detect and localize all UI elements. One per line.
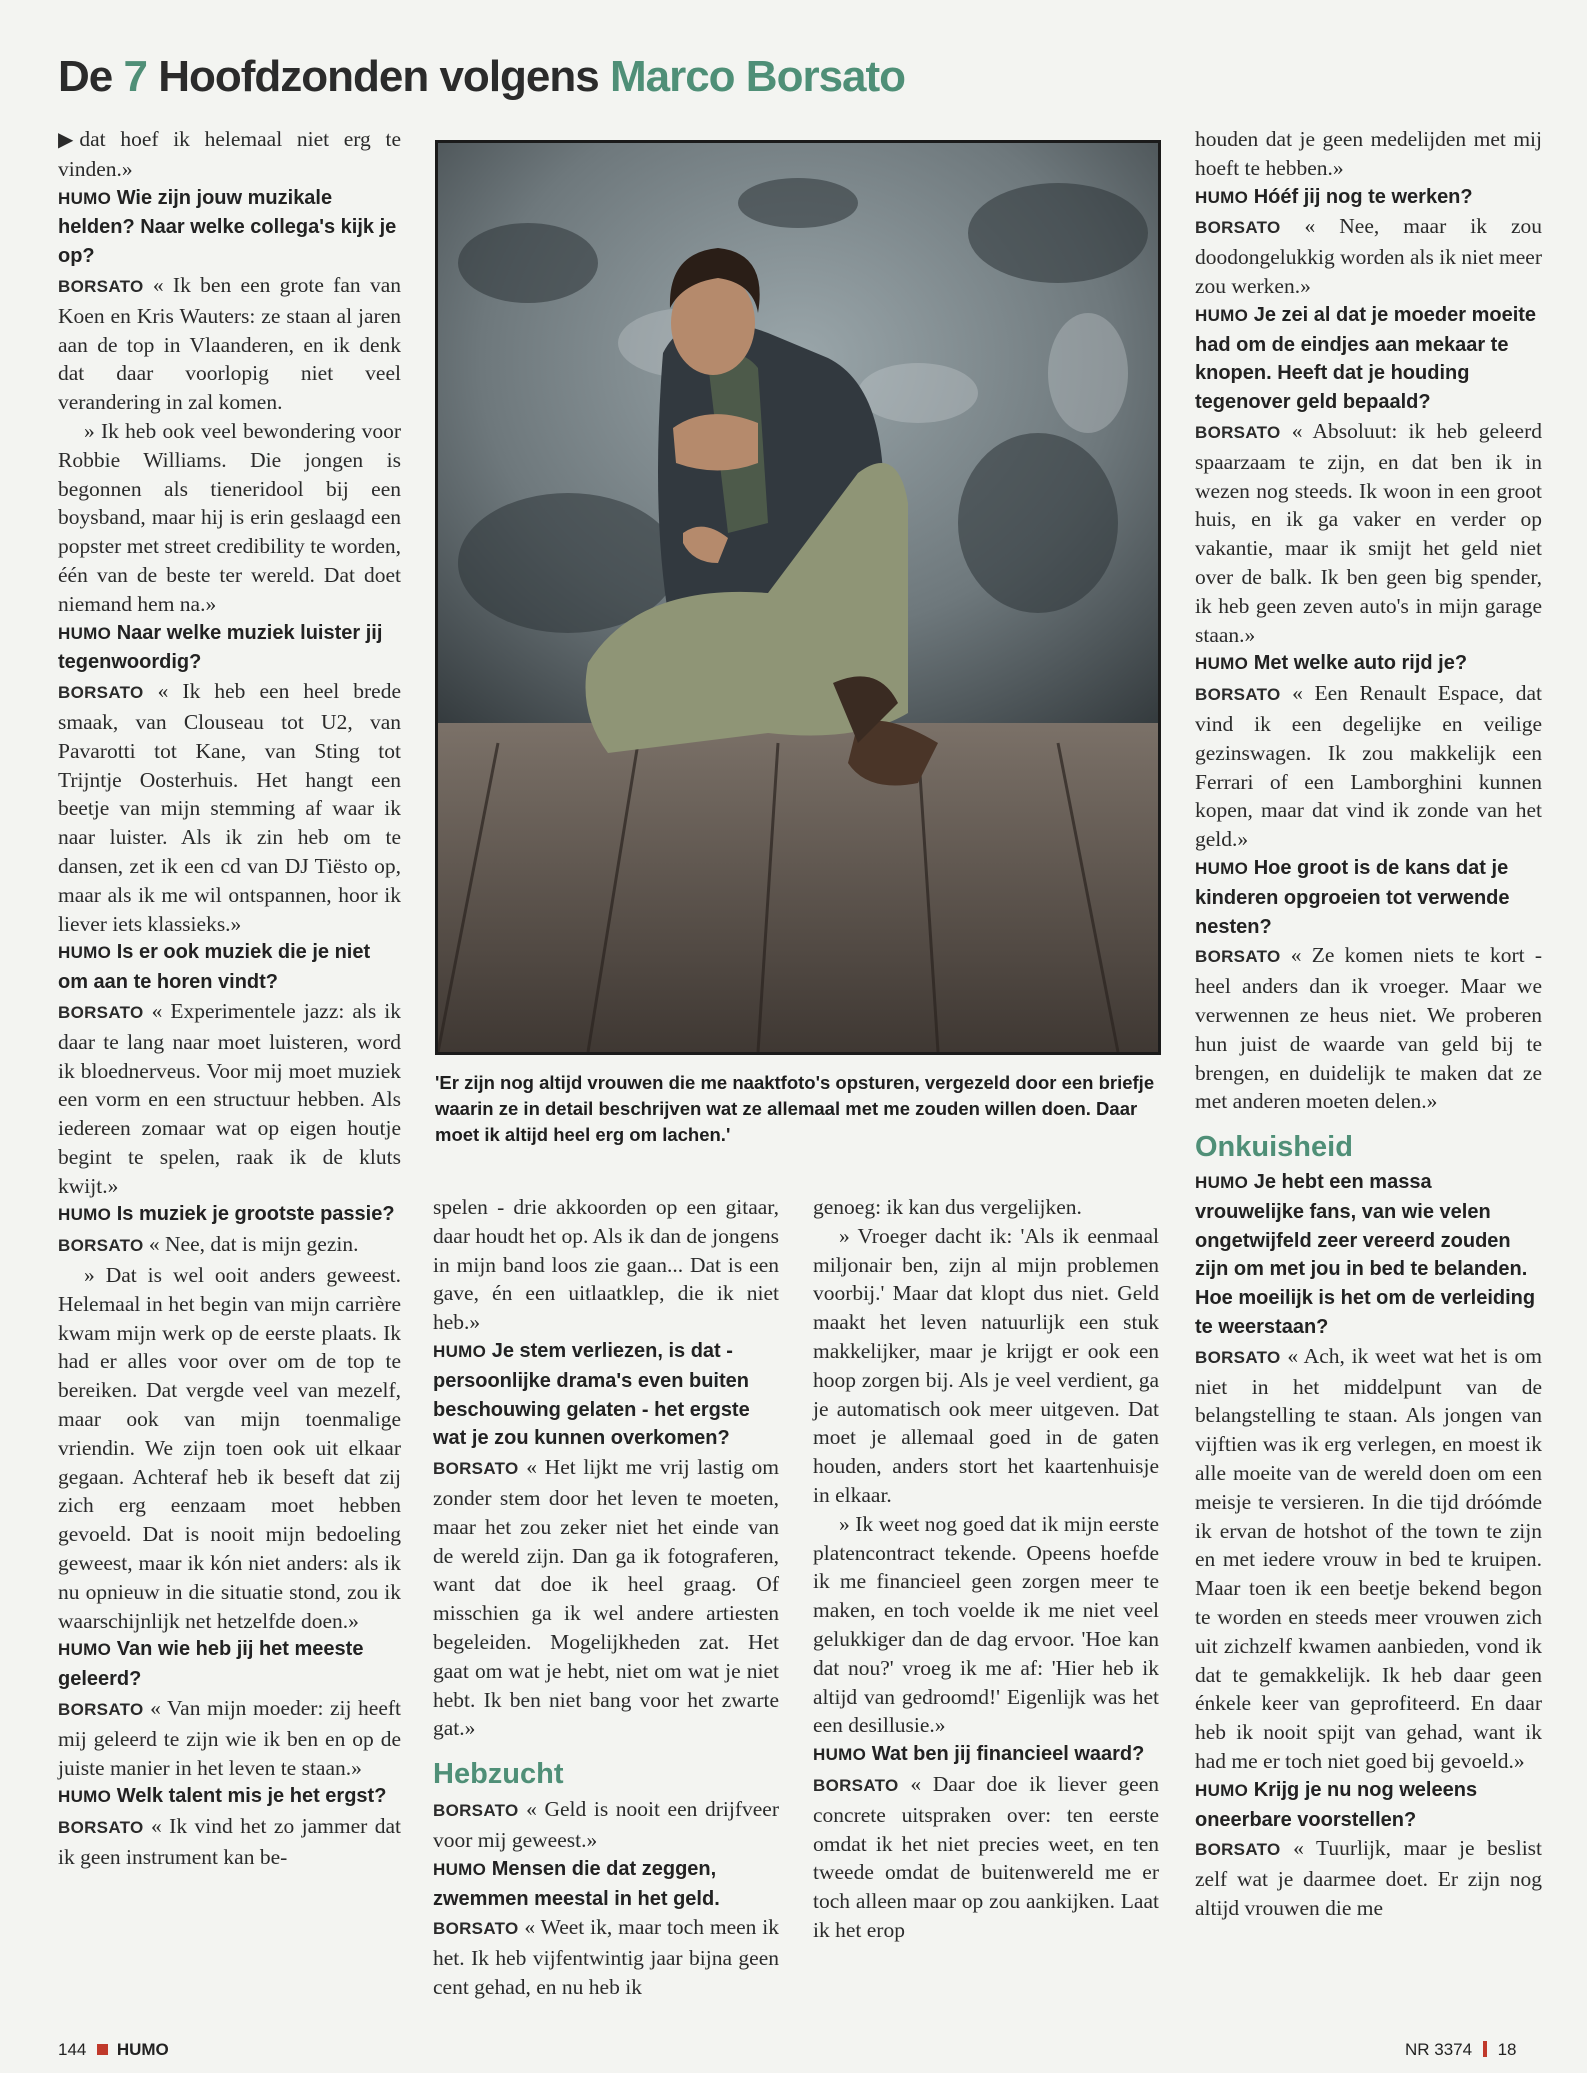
- footer-left: [58, 2040, 169, 2060]
- speaker-tag: HUMO: [1195, 654, 1249, 674]
- text: « Ik vind het zo jammer dat ik geen instrument kan be-: [58, 1814, 402, 1870]
- speaker-tag: HUMO: [1195, 187, 1249, 207]
- speaker-tag: HUMO: [58, 188, 112, 208]
- page-number-right: 18: [1497, 2040, 1517, 2059]
- question: [433, 1337, 779, 1453]
- text: spelen - drie akkoorden op een gitaar, daar houdt het op. Als ik dan de jongens in mijn band loos zie gaan... Dat is een gave, én een uitlaatklep, die ik niet heb.»: [433, 1195, 779, 1335]
- speaker-tag: BORSATO: [58, 1700, 144, 1720]
- answer: [58, 1230, 401, 1261]
- text: « Weet ik, maar toch meen ik het. Ik heb vijfentwintig jaar bijna geen cent gehad, en nu heb ik: [433, 1915, 779, 1999]
- speaker-tag: BORSATO: [1195, 1840, 1281, 1860]
- text: Is er ook muziek die je niet om aan te horen vindt?: [58, 941, 371, 994]
- footer-right: [1405, 2040, 1517, 2060]
- answer: [433, 1913, 779, 2001]
- portrait-illustration: [438, 143, 1158, 1052]
- text: Wat ben jij financieel waard?: [871, 1743, 1145, 1766]
- paragraph: [58, 1261, 401, 1635]
- brand-square-icon: [97, 2044, 108, 2055]
- text: » Dat is wel ooit anders geweest. Helemaal in het begin van mijn carrière kwam mijn werk op de eerste plaats. Ik had er alles voor over om de top te bereiken. Dat vergde veel van mezelf, maar ook van mijn toenmalige vriendin. We zijn toen ook uit elkaar gegaan. Achteraf heb ik beseft dat zij zich erg eenzaam moet hebben gevoeld. Dat is nooit mijn bedoeling geweest, maar ik kón niet anders: als ik nu opnieuw in die situatie stond, zou ik waarschijnlijk net hetzelfde doen.»: [58, 1263, 401, 1633]
- page-number-left: 144: [58, 2040, 87, 2059]
- text: genoeg: ik kan dus vergelijken.: [813, 1195, 1082, 1219]
- speaker-tag: HUMO: [433, 1859, 487, 1879]
- speaker-tag: BORSATO: [1195, 685, 1281, 705]
- section-heading: Onkuisheid: [1195, 1131, 1353, 1164]
- answer: [1195, 1342, 1542, 1776]
- text: Met welke auto rijd je?: [1253, 652, 1468, 675]
- text: dat hoef ik helemaal niet erg te vinden.»: [58, 127, 401, 181]
- answer: [1195, 417, 1542, 649]
- speaker-tag: BORSATO: [58, 276, 144, 296]
- answer: [1195, 1834, 1542, 1922]
- photo-caption: 'Er zijn nog altijd vrouwen die me naaktfoto's opsturen, vergezeld door een briefje waarin ze in detail beschrijven wat ze allemaal met me zouden willen doen. Daar moet ik altijd heel erg om lachen.': [435, 1072, 1155, 1145]
- question: [1195, 183, 1542, 213]
- answer: [813, 1770, 1159, 1945]
- answer: [58, 271, 401, 417]
- answer: [1195, 679, 1542, 854]
- speaker-tag: BORSATO: [433, 1919, 519, 1939]
- speaker-tag: BORSATO: [1195, 1347, 1281, 1367]
- speaker-tag: BORSATO: [58, 1818, 144, 1838]
- question: [58, 184, 401, 271]
- question: [1195, 854, 1542, 941]
- text: Krijg je nu nog weleens oneerbare voorstellen?: [1195, 1778, 1478, 1831]
- text: Je hebt een massa vrouwelijke fans, van wie velen ongetwijfeld zeer vereerd zouden zijn om met jou in bed te belanden. Hoe moeilijk is het om de verleiding te weerstaan?: [1195, 1171, 1536, 1339]
- speaker-tag: HUMO: [58, 1640, 112, 1660]
- paragraph: [58, 417, 401, 619]
- speaker-tag: HUMO: [1195, 858, 1249, 878]
- answer: [58, 1694, 401, 1782]
- question: [1195, 301, 1542, 417]
- title-part1: De: [58, 52, 113, 101]
- text: Mensen die dat zeggen, zwemmen meestal in het geld.: [433, 1857, 720, 1910]
- speaker-tag: BORSATO: [1195, 218, 1281, 238]
- answer: [433, 1453, 779, 1743]
- speaker-tag: BORSATO: [433, 1801, 519, 1821]
- text: « Ik ben een grote fan van Koen en Kris Wauters: ze staan al jaren aan de top in Vlaanderen, en ik denk dat daar voorlopig niet veel verandering in zal komen.: [58, 272, 401, 415]
- speaker-tag: HUMO: [58, 943, 112, 963]
- text: « Daar doe ik liever geen concrete uitspraken over: ten eerste omdat ik het niet precies weet, en ten tweede omdat de buitenwereld me er toch alleen maar op zou aankijken. Laat ik het erop: [813, 1771, 1159, 1942]
- title-number: 7: [123, 52, 147, 101]
- column-4: [1195, 125, 1542, 1923]
- speaker-tag: BORSATO: [433, 1459, 519, 1479]
- answer: [1195, 212, 1542, 300]
- brand-name: HUMO: [116, 2040, 169, 2059]
- text: « Van mijn moeder: zij heeft mij geleerd te zijn wie ik ben en op de juiste manier in het leven te staan.»: [58, 1696, 401, 1780]
- title-part2: Hoofdzonden volgens: [158, 52, 599, 101]
- answer: [58, 677, 401, 938]
- answer: [58, 1812, 401, 1872]
- text: » Ik weet nog goed dat ik mijn eerste platencontract tekende. Opeens hoefde ik me financieel geen zorgen meer te maken, en toch voelde ik me niet veel gelukkiger dan de dag ervoor. 'Hoe kan dat nou?' vroeg ik me af: 'Hier heb ik altijd van gedroomd!' Eigenlijk was het een desillusie.»: [813, 1511, 1159, 1738]
- text: Is muziek je grootste passie?: [116, 1203, 395, 1226]
- paragraph: [813, 1510, 1159, 1740]
- question: [1195, 649, 1542, 679]
- text: Wie zijn jouw muzikale helden? Naar welke collega's kijk je op?: [58, 186, 397, 268]
- separator-bar-icon: [1483, 2041, 1487, 2057]
- speaker-tag: BORSATO: [1195, 422, 1281, 442]
- paragraph: [58, 125, 401, 184]
- title-name: Marco Borsato: [609, 52, 906, 101]
- paragraph: [813, 1222, 1159, 1510]
- speaker-tag: HUMO: [1195, 1780, 1249, 1800]
- text: Hóéf jij nog te werken?: [1253, 185, 1473, 208]
- column-3: [813, 1193, 1159, 1945]
- portrait-photo: [435, 140, 1161, 1055]
- text: « Nee, dat is mijn gezin.: [148, 1232, 359, 1257]
- question: [58, 1635, 401, 1694]
- paragraph: [813, 1193, 1159, 1222]
- text: « Ik heb een heel brede smaak, van Clouseau tot U2, van Pavarotti tot Kane, van Sting tot Trijntje Oosterhuis. Het hangt een beetje van mijn stemming af waar ik naar luister. Als ik zin heb om te dansen, zet ik een cd van DJ Tiësto op, maar als ik me wil ontspannen, hoor ik liever iets klassieks.»: [58, 679, 401, 936]
- question: [433, 1855, 779, 1914]
- text: « Experimentele jazz: als ik daar te lang naar moet luisteren, word ik bloednerveus. Voor mij moet muziek een vorm en een structuur hebben. Als iedereen zomaar wat op eigen houtje begint te spelen, raak ik de kluts kwijt.»: [58, 998, 402, 1198]
- question: [58, 938, 401, 997]
- question: [58, 1200, 401, 1230]
- question: [58, 619, 401, 678]
- issue-number: NR 3374: [1405, 2040, 1473, 2059]
- paragraph: [433, 1193, 779, 1337]
- speaker-tag: HUMO: [58, 1205, 112, 1225]
- speaker-tag: BORSATO: [813, 1775, 899, 1795]
- text: » Ik heb ook veel bewondering voor Robbie Williams. Die jongen is begonnen als tieneridool bij een boysband, maar hij is erin geslaagd een popster met street credibility te worden, één van de beste ter wereld. Dat doet niemand hem na.»: [58, 418, 401, 616]
- text: houden dat je geen medelijden met mij hoeft te hebben.»: [1195, 127, 1542, 180]
- answer: [1195, 941, 1542, 1116]
- paragraph: [1195, 125, 1542, 183]
- text: » Vroeger dacht ik: 'Als ik eenmaal miljonair ben, zijn al mijn problemen voorbij.' Maar dat klopt dus niet. Geld maakt het leven natuurlijk een stuk makkelijker, maar je krijgt er ook een hoop zorgen bij. Als je veel verdient, ga je automatisch ook meer uitgeven. Dat moet je allemaal goed in de gaten houden, anders stort het kaartenhuisje in elkaar.: [813, 1223, 1159, 1507]
- speaker-tag: BORSATO: [58, 683, 144, 703]
- text: Je stem verliezen, is dat - persoonlijke drama's even buiten beschouwing gelaten - het ergste wat je zou kunnen overkomen?: [433, 1339, 750, 1450]
- speaker-tag: HUMO: [1195, 305, 1249, 325]
- answer: [58, 997, 401, 1201]
- text: « Ach, ik weet wat het is om niet in het middelpunt van de belangstelling te staan. Als jongen van vijftien was ik erg verlegen, en moest ik alle moeite van de wereld doen om een meisje te versieren. In die tijd dróómde ik ervan de hotshot of the town te zijn en met iedere vrouw in bed te kruipen. Maar toen ik een beetje bekend begon te worden en steeds meer vrouwen zich uit zichzelf kwamen aanbieden, vond ik dat te gemakkelijk. Ik heb daar geen énkele keer van geprofiteerd. En daar heb ik nooit spijt van gehad, want ik had me er toch niet goed bij gevoeld.»: [1195, 1343, 1542, 1774]
- column-2: [433, 1193, 779, 2002]
- speaker-tag: HUMO: [813, 1745, 867, 1765]
- section-heading: Hebzucht: [433, 1758, 564, 1791]
- speaker-tag: HUMO: [58, 623, 112, 643]
- continue-arrow-icon: ▶: [58, 129, 74, 151]
- question: [813, 1740, 1159, 1770]
- text: « Absoluut: ik heb geleerd spaarzaam te zijn, en dat ben ik in wezen nog steeds. Ik woon in een groot huis, en ik ga vaker en verder op vakantie, maar ik smijt het geld niet over de balk. Ik ben geen big spender, ik heb geen zeven auto's in mijn garage staan.»: [1195, 418, 1543, 647]
- answer: [433, 1795, 779, 1855]
- speaker-tag: HUMO: [1195, 1173, 1249, 1193]
- speaker-tag: HUMO: [58, 1787, 112, 1807]
- speaker-tag: BORSATO: [58, 1002, 144, 1022]
- column-1: [58, 125, 401, 1872]
- text: Hoe groot is de kans dat je kinderen opgroeien tot verwende nesten?: [1195, 856, 1510, 938]
- question: [1195, 1168, 1542, 1342]
- question: [58, 1782, 401, 1812]
- text: « Geld is nooit een drijfveer voor mij geweest.»: [433, 1797, 779, 1852]
- text: « Tuurlijk, maar je beslist zelf wat je daarmee doet. Er zijn nog altijd vrouwen die me: [1195, 1836, 1543, 1921]
- speaker-tag: HUMO: [433, 1341, 487, 1361]
- page-title: [58, 52, 905, 102]
- text: « Nee, maar ik zou doodongelukkig worden als ik niet meer zou werken.»: [1195, 214, 1542, 298]
- text: « Een Renault Espace, dat vind ik een degelijke en veilige gezinswagen. Ik zou makkelijk een Ferrari of een Lamborghini kunnen kopen, maar dat vind ik zonde van het geld.»: [1195, 681, 1542, 852]
- speaker-tag: BORSATO: [1195, 947, 1281, 967]
- text: Je zei al dat je moeder moeite had om de eindjes aan mekaar te knopen. Heeft dat je houding tegenover geld bepaald?: [1195, 303, 1537, 414]
- text: Naar welke muziek luister jij tegenwoordig?: [58, 621, 383, 674]
- text: « Ze komen niets te kort - heel anders dan ik vroeger. Maar we verwennen ze heus niet. We proberen hun juist de waarde van geld bij te brengen, en duidelijk te maken dat ze met anderen moeten delen.»: [1195, 943, 1543, 1114]
- text: Van wie heb jij het meeste geleerd?: [58, 1638, 364, 1691]
- text: « Het lijkt me vrij lastig om zonder stem door het leven te moeten, maar het zou zeker niet het einde van de wereld zijn. Dan ga ik fotograferen, want dat doe ik heel graag. Of misschien ga ik wel andere artiesten begeleiden. Mogelijkheden zat. Het gaat om wat je hebt, niet om wat je niet hebt. Ik ben niet bang voor het zwarte gat.»: [433, 1455, 779, 1741]
- speaker-tag: BORSATO: [58, 1236, 144, 1256]
- text: Welk talent mis je het ergst?: [116, 1785, 387, 1808]
- question: [1195, 1776, 1542, 1835]
